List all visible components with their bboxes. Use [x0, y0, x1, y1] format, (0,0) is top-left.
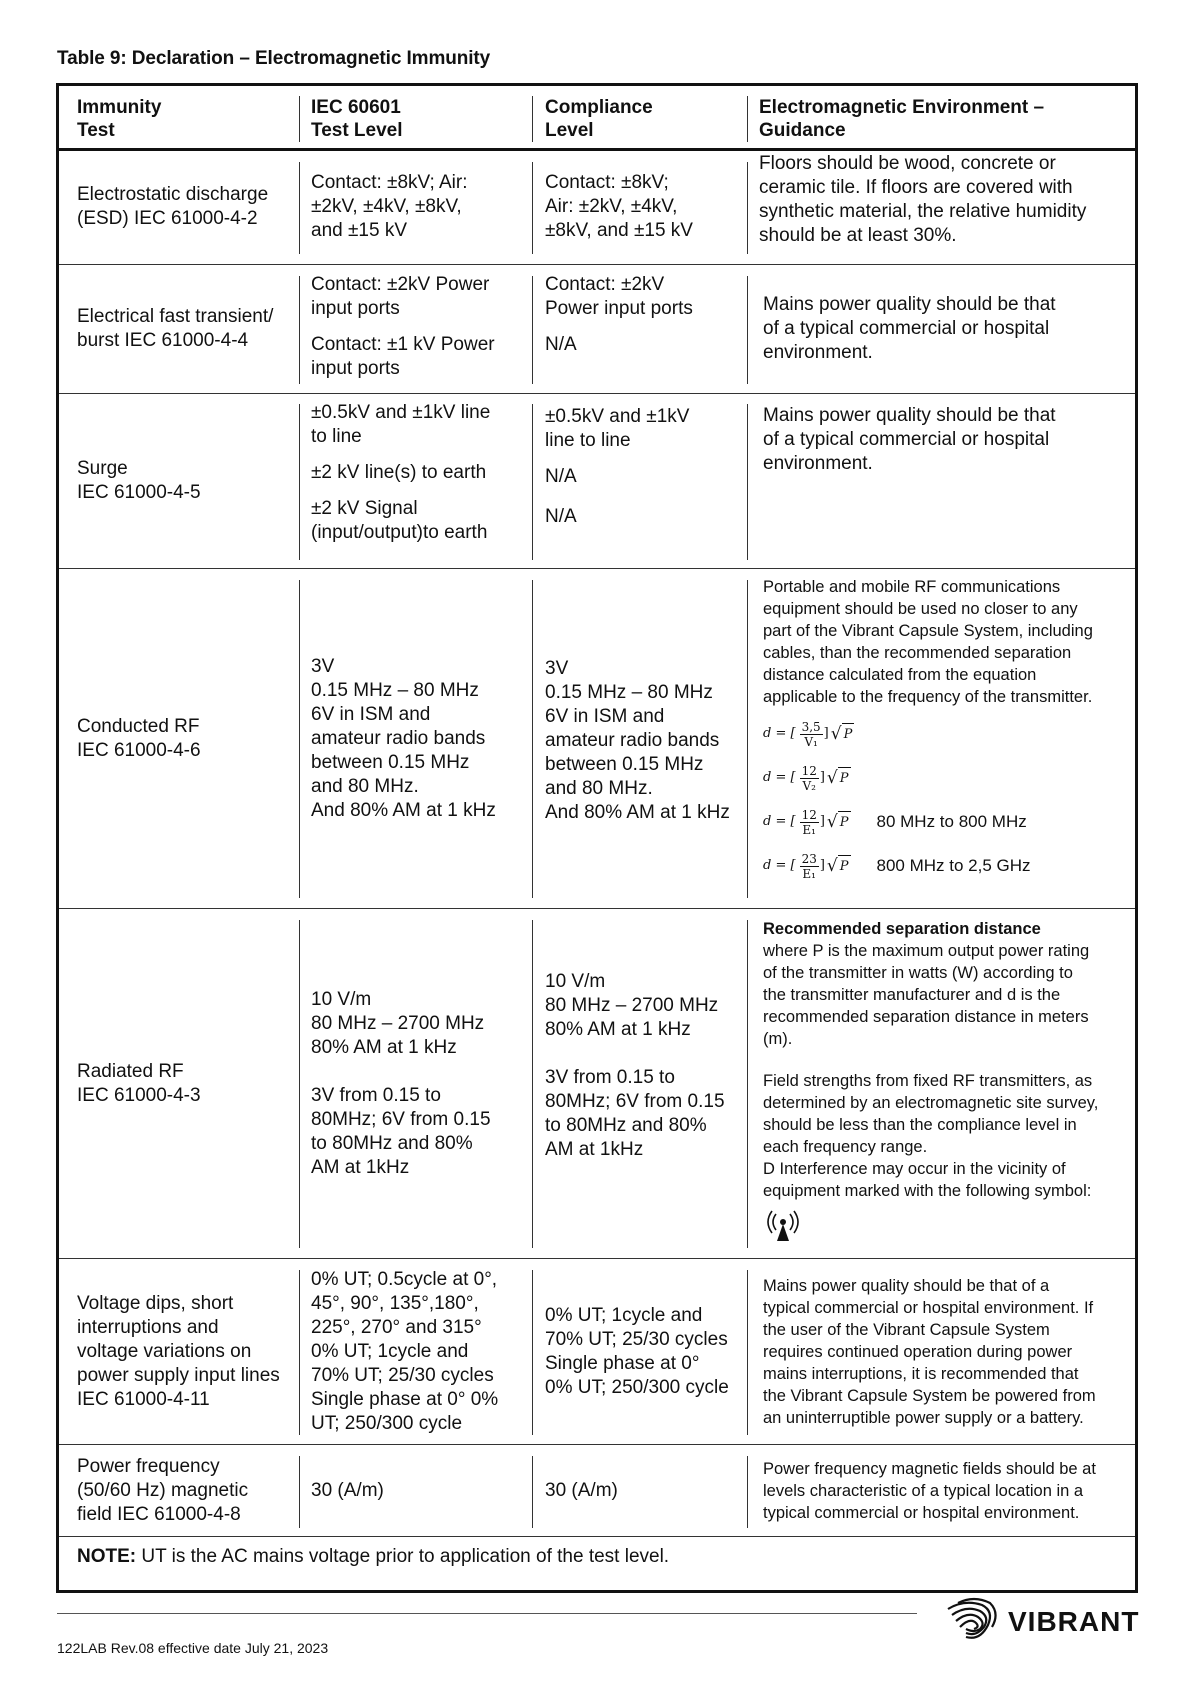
esd-compliance: Contact: ±8kV; Air: ±2kV, ±4kV, ±8kV, and ±15 kV [545, 172, 693, 241]
vibrant-logo [944, 1595, 1139, 1648]
conducted-test-level: 3V 0.15 MHz – 80 MHz 6V in ISM and amateur radio bands between 0.15 MHz and 80 MHz. And 80% AM at 1 kHz [311, 656, 496, 821]
header-compliance-level: Compliance Level [545, 97, 653, 141]
eft-test: Electrical fast transient/ burst IEC 61000-4-4 [77, 306, 274, 351]
dips-test: Voltage dips, short interruptions and voltage variations on power supply input lines IEC 61000-4-11 [77, 1293, 280, 1410]
powerfreq-guidance: Power frequency magnetic fields should be at levels characteristic of a typical location in a typical commercial or hospital environment. [763, 1460, 1096, 1522]
radiated-compliance: 10 V/m 80 MHz – 2700 MHz 80% AM at 1 kHz 3V from 0.15 to 80MHz; 6V from 0.15 to 80MHz and 80% AM at 1kHz [545, 971, 725, 1160]
separation-formula: d = [ $\frac{12}{\text{V₂}}$ ] √ P [763, 763, 849, 793]
row-divider [59, 264, 1135, 265]
powerfreq-test-level: 30 (A/m) [311, 1480, 384, 1501]
separation-formula: d = [ $\frac{3,5}{\text{V₁}}$ ] √ P [763, 719, 853, 749]
table-title: Table 9: Declaration – Electromagnetic Immunity [57, 48, 491, 69]
vibrant-logo-text: VIBRANT [1008, 1605, 1140, 1637]
surge-guidance: Mains power quality should be that of a typical commercial or hospital environment. [763, 405, 1056, 474]
radiated-test-level: 10 V/m 80 MHz – 2700 MHz 80% AM at 1 kHz 3V from 0.15 to 80MHz; 6V from 0.15 to 80MHz and 80% AM at 1kHz [311, 989, 491, 1178]
immunity-table [56, 83, 1138, 1593]
dips-guidance: Mains power quality should be that of a typical commercial or hospital environment. If the user of the Vibrant Capsule System requires continued operation during power mains interruptions, it is recommended that the Vibrant Capsule System be powered from an uninterruptible power supply or a battery. [763, 1277, 1096, 1427]
table-note: NOTE: UT is the AC mains voltage prior to application of the test level. [77, 1546, 670, 1567]
radiated-test: Radiated RF IEC 61000-4-3 [77, 1061, 201, 1106]
row-divider [59, 1258, 1135, 1259]
row-divider [59, 1444, 1135, 1445]
dips-compliance: 0% UT; 1cycle and 70% UT; 25/30 cycles Single phase at 0° 0% UT; 250/300 cycle [545, 1305, 729, 1398]
eft-test-level: Contact: ±2kV Power input ports Contact: ±1 kV Power input ports [311, 274, 495, 379]
separation-formula: d = [ $\frac{23}{\text{E₁}}$ ] √ P 800 MHz to 2,5 GHz [763, 851, 1031, 881]
esd-test: Electrostatic discharge (ESD) IEC 61000-4-2 [77, 184, 269, 229]
powerfreq-compliance: 30 (A/m) [545, 1480, 618, 1501]
row-divider [59, 568, 1135, 569]
eft-guidance: Mains power quality should be that of a typical commercial or hospital environment. [763, 294, 1056, 363]
surge-test-level: ±0.5kV and ±1kV line to line ±2 kV line(s) to earth ±2 kV Signal (input/output)to earth [311, 402, 491, 543]
header-guidance: Electromagnetic Environment – Guidance [759, 97, 1045, 141]
footer-revision: 122LAB Rev.08 effective date July 21, 2023 [57, 1640, 329, 1656]
conducted-compliance: 3V 0.15 MHz – 80 MHz 6V in ISM and amateur radio bands between 0.15 MHz and 80 MHz. And 80% AM at 1 kHz [545, 658, 730, 823]
esd-test-level: Contact: ±8kV; Air: ±2kV, ±4kV, ±8kV, and ±15 kV [311, 172, 468, 241]
separation-formula: d = [ $\frac{12}{\text{E₁}}$ ] √ P 80 MHz to 800 MHz [763, 807, 1027, 837]
footer-divider [57, 1613, 917, 1614]
header-test-level: IEC 60601 Test Level [311, 97, 403, 141]
row-divider [59, 393, 1135, 394]
radiated-guidance: Recommended separation distance where P is the maximum output power rating of the transmitter in watts (W) according to the transmitter manufacturer and d is the recommended separation distance in meters (m). Field strengths from fixed RF transmitters, as determined by an electromagnetic site survey, should be less than the compliance level in each frequency range. D Interference may occur in the vicinity of equipment marked with the following symbol: [763, 918, 1135, 1248]
non-ionizing-radiation-icon [763, 1208, 1135, 1248]
conducted-guidance: Portable and mobile RF communications equipment should be used no closer to any part of the Vibrant Capsule System, including cables, than the recommended separation distance calculated from the equation applicable to the frequency of the transmitter. d = [ $\frac{3,5}{\text{V₁}}$ ] √ P d = [ $\frac{12}{\text{V₂}}$ ] √ P d = [ $\frac{12}{\text{E₁}}$ ] √ P 80 MHz to 800 MHz d = [ $\frac{23}{\text{E₁}}$ ] √ P 800 MHz to 2,5 GHz [763, 576, 1135, 888]
dips-test-level: 0% UT; 0.5cycle at 0°, 45°, 90°, 135°,180°, 225°, 270° and 315° 0% UT; 1cycle and 70% UT; 25/30 cycles Single phase at 0° 0% UT; 250/300 cycle [311, 1269, 499, 1434]
surge-compliance: ±0.5kV and ±1kV line to line N/A N/A [545, 406, 690, 527]
esd-guidance: Floors should be wood, concrete or ceramic tile. If floors are covered with synthetic material, the relative humidity should be at least 30%. [759, 153, 1087, 246]
powerfreq-test: Power frequency (50/60 Hz) magnetic field IEC 61000-4-8 [77, 1456, 249, 1525]
header-immunity-test: Immunity Test [77, 97, 162, 141]
surge-test: Surge IEC 61000-4-5 [77, 458, 201, 503]
eft-compliance: Contact: ±2kV Power input ports N/A [545, 274, 693, 355]
conducted-test: Conducted RF IEC 61000-4-6 [77, 716, 201, 761]
row-divider [59, 1536, 1135, 1537]
vibrant-logo-icon [944, 1595, 1000, 1648]
